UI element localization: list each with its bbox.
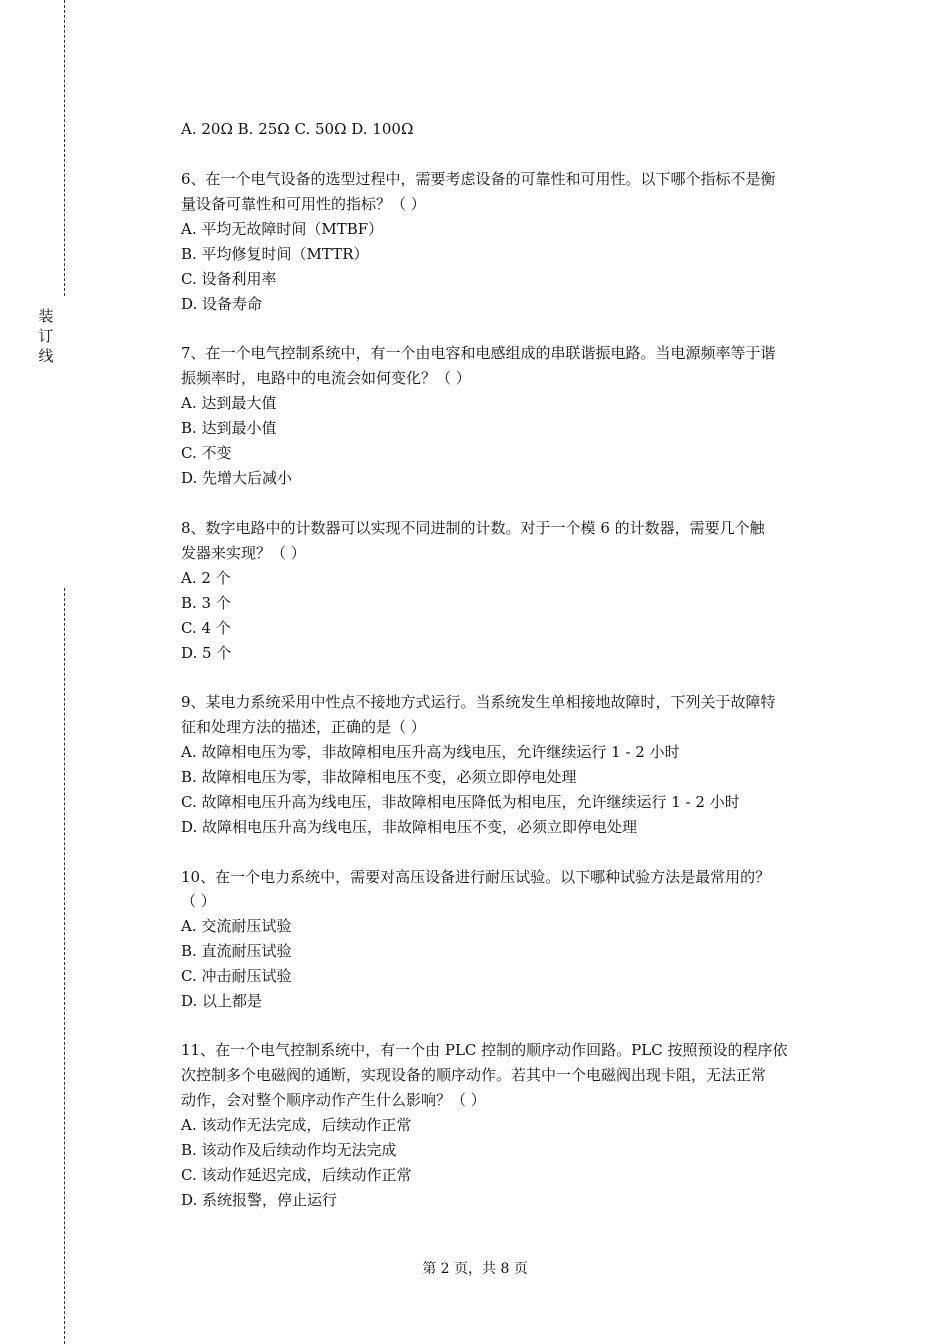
question-8-stem-line-2: 发器来实现？（ ） <box>181 544 306 562</box>
page-footer: 第 2 页，共 8 页 <box>422 1261 528 1277</box>
question-11-option-c: C. 该动作延迟完成，后续动作正常 <box>181 1166 412 1184</box>
binding-char: 订 <box>38 327 54 345</box>
question-11-option-a: A. 该动作无法完成，后续动作正常 <box>181 1116 412 1134</box>
question-8-option-a: A. 2 个 <box>181 569 231 587</box>
question-7-stem-line-1: 7、在一个电气控制系统中，有一个由电容和电感组成的串联谐振电路。当电源频率等于谐 <box>181 344 776 362</box>
question-7-option-b: B. 达到最小值 <box>181 419 277 437</box>
question-10-stem-line-2: （ ） <box>181 892 216 910</box>
question-9-option-a: A. 故障相电压为零，非故障相电压升高为线电压，允许继续运行 1 - 2 小时 <box>181 743 680 761</box>
question-9-stem-line-1: 9、某电力系统采用中性点不接地方式运行。当系统发生单相接地故障时，下列关于故障特 <box>181 693 776 711</box>
question-8-option-c: C. 4 个 <box>181 619 231 637</box>
question-7-stem-line-2: 振频率时，电路中的电流会如何变化？（ ） <box>181 369 471 387</box>
question-10-option-c: C. 冲击耐压试验 <box>181 967 292 985</box>
binding-line-bottom <box>64 588 65 1344</box>
binding-label <box>34 306 58 366</box>
binding-char: 装 <box>38 307 54 325</box>
question-11-option-d: D. 系统报警，停止运行 <box>181 1191 338 1209</box>
question-9-stem-line-2: 征和处理方法的描述，正确的是（ ） <box>181 718 426 736</box>
question-8-option-b: B. 3 个 <box>181 594 231 612</box>
question-6-stem-line-2: 量设备可靠性和可用性的指标？（ ） <box>181 195 426 213</box>
question-9-option-c: C. 故障相电压升高为线电压，非故障相电压降低为相电压，允许继续运行 1 - 2 小时 <box>181 793 740 811</box>
question-10-option-b: B. 直流耐压试验 <box>181 942 292 960</box>
question-9-option-d: D. 故障相电压升高为线电压，非故障相电压不变，必须立即停电处理 <box>181 818 638 836</box>
question-11-option-b: B. 该动作及后续动作均无法完成 <box>181 1141 397 1159</box>
question-7-option-d: D. 先增大后减小 <box>181 469 293 487</box>
question-10-option-d: D. 以上都是 <box>181 992 263 1010</box>
question-9-option-b: B. 故障相电压为零，非故障相电压不变，必须立即停电处理 <box>181 768 577 786</box>
question-6-stem-line-1: 6、在一个电气设备的选型过程中，需要考虑设备的可靠性和可用性。以下哪个指标不是衡 <box>181 170 776 188</box>
previous-question-options: A. 20Ω B. 25Ω C. 50Ω D. 100Ω <box>181 120 414 138</box>
question-6-option-b: B. 平均修复时间（MTTR） <box>181 245 369 263</box>
question-11-stem-line-1: 11、在一个电气控制系统中，有一个由 PLC 控制的顺序动作回路。PLC 按照预设的程序依 <box>181 1041 788 1059</box>
question-6-option-a: A. 平均无故障时间（MTBF） <box>181 220 384 238</box>
binding-char: 线 <box>38 347 54 365</box>
question-11-stem-line-2: 次控制多个电磁阀的通断，实现设备的顺序动作。若其中一个电磁阀出现卡阻，无法正常 <box>181 1066 767 1084</box>
question-7-option-a: A. 达到最大值 <box>181 394 277 412</box>
question-6-option-c: C. 设备利用率 <box>181 270 277 288</box>
question-8-option-d: D. 5 个 <box>181 644 232 662</box>
question-6-option-d: D. 设备寿命 <box>181 295 263 313</box>
question-10-option-a: A. 交流耐压试验 <box>181 917 292 935</box>
question-10-stem-line-1: 10、在一个电力系统中，需要对高压设备进行耐压试验。以下哪种试验方法是最常用的？ <box>181 868 771 886</box>
question-8-stem-line-1: 8、数字电路中的计数器可以实现不同进制的计数。对于一个模 6 的计数器，需要几个触 <box>181 519 765 537</box>
question-11-stem-line-3: 动作，会对整个顺序动作产生什么影响？（ ） <box>181 1091 486 1109</box>
binding-line-top <box>64 0 65 296</box>
question-7-option-c: C. 不变 <box>181 444 232 462</box>
